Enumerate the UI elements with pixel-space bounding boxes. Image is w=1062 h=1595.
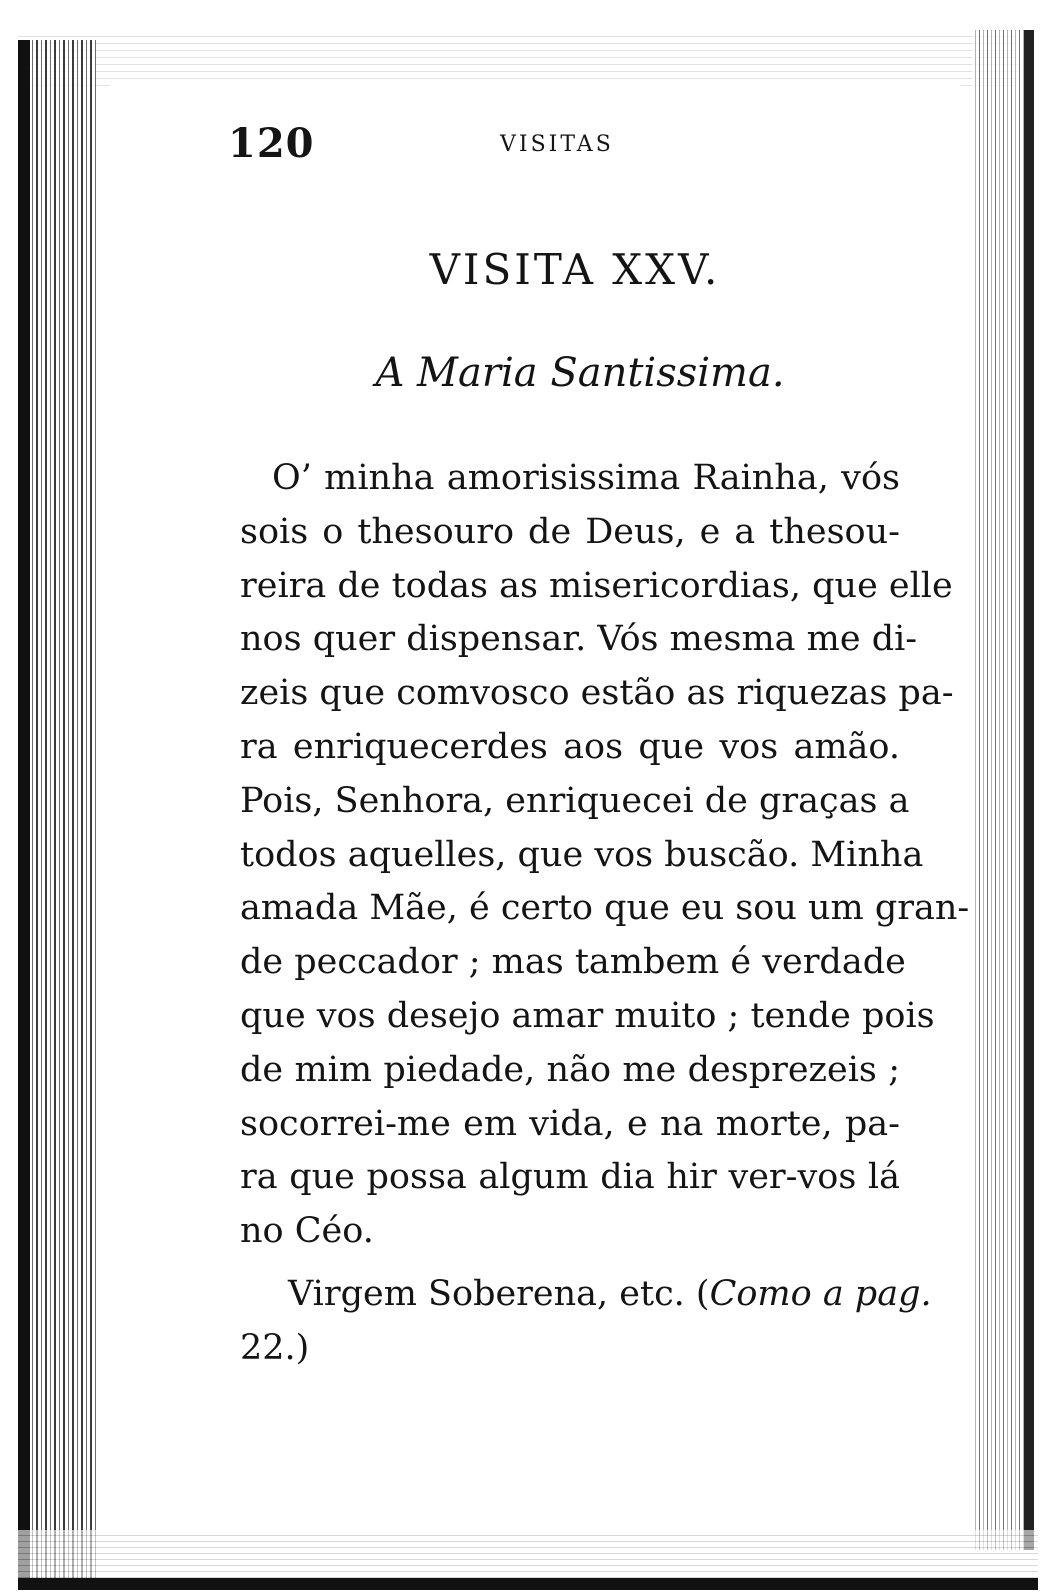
text-line: que vos desejo amar muito ; tende pois	[240, 995, 935, 1036]
closing-line-2: 22.)	[240, 1327, 310, 1368]
closing-line	[240, 1268, 932, 1322]
text-line: O’ minha amorisissima Rainha, vós	[272, 458, 900, 498]
text-line: no Céo.	[240, 1211, 374, 1252]
text-line: todos aquelles, que vos buscão. Minha	[240, 834, 924, 875]
prayer-text	[240, 452, 970, 1259]
page-number: 120	[228, 120, 315, 167]
text-line: de peccador ; mas tambem é verdade	[240, 942, 906, 983]
text-line: sois o thesouro de Deus, e a thesou-	[240, 511, 900, 552]
chapter-subtitle: A Maria Santissima.	[375, 350, 785, 396]
binding-shadow	[18, 40, 30, 1580]
text-line: ra que possa algum dia hir ver-vos lá	[240, 1157, 900, 1198]
running-head	[228, 120, 928, 180]
text-line: socorrei-me em vida, e na morte, pa-	[240, 1103, 900, 1144]
page-bottom-shadow	[18, 1578, 1038, 1590]
book-page	[110, 80, 970, 1520]
text-line: zeis que comvosco estão as riquezas pa-	[240, 673, 954, 714]
text-line: Pois, Senhora, enriquecei de graças a	[240, 780, 910, 821]
page-right-edge	[972, 30, 1032, 1550]
text-line: ra enriquecerdes aos que vos amão.	[240, 726, 900, 767]
text-line: de mim piedade, não me desprezeis ;	[240, 1049, 900, 1090]
text-line: amada Mãe, é certo que eu sou um gran-	[240, 888, 970, 929]
closing-reference	[240, 1268, 932, 1376]
text-line: nos quer dispensar. Vós mesma me di-	[240, 619, 918, 660]
chapter-title: VISITA XXV.	[429, 245, 721, 294]
closing-italic-reference: Como a pag.	[709, 1274, 932, 1314]
text-line: reira de todas as misericordias, que elle	[240, 565, 953, 606]
running-title: VISITAS	[500, 132, 614, 157]
closing-text: Virgem Soberena, etc. (	[288, 1274, 710, 1314]
page-right-shadow	[1024, 30, 1034, 1550]
